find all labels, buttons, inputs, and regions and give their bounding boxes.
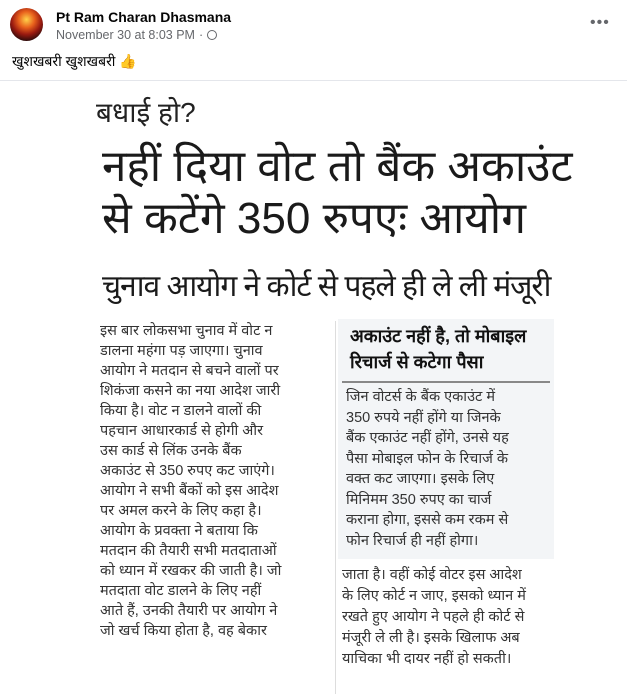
post-timestamp[interactable]: November 30 at 8:03 PM (56, 28, 195, 42)
text-line: रखते हुए आयोग ने पहले ही कोर्ट से (342, 609, 525, 625)
text-line: उस कार्ड से लिंक उनके बैंक (100, 443, 242, 459)
text-line: मतदाता वोट डालने के लिए नहीं (100, 583, 262, 599)
box-heading (342, 319, 550, 383)
more-options-icon[interactable]: ••• (590, 14, 610, 31)
box-heading-line: रिचार्ज से कटेगा पैसा (350, 352, 484, 372)
text-line: इस बार लोकसभा चुनाव में वोट न (100, 323, 273, 339)
text-line: आते हैं, उनकी तैयारी पर आयोग ने (100, 603, 278, 619)
text-line: आयोग ने मतदान से बचने वालों पर (100, 363, 279, 379)
text-line: याचिका भी दायर नहीं हो सकती। (342, 651, 512, 667)
text-line: पैसा मोबाइल फोन के रिचार्ज के (346, 450, 509, 467)
text-line: अकाउंट से 350 रुपए कट जाएंगे। (100, 463, 275, 479)
text-line: जिन वोटर्स के बैंक एकाउंट में (346, 389, 496, 405)
text-line: मंजूरी ले ली है। इसके खिलाफ अब (342, 630, 520, 646)
clipping-subheadline: चुनाव आयोग ने कोर्ट से पहले ही ले ली मंजूरी (102, 270, 551, 303)
left-column-text (100, 321, 332, 641)
right-column-text (342, 565, 554, 670)
text-line: फोन रिचार्ज ही नहीं होगा। (346, 532, 479, 549)
text-line: पर अमल करने के लिए कहा है। (100, 503, 262, 519)
author-name[interactable]: Pt Ram Charan Dhasmana (56, 9, 232, 25)
text-line: 350 रुपये नहीं होंगे या जिनके (346, 409, 501, 426)
clipping-headline (102, 141, 573, 245)
text-line: डालना महंगा पड़ जाएगा। चुनाव (100, 343, 263, 359)
headline-line: नहीं दिया वोट तो बैंक अकाउंट (102, 142, 573, 191)
text-line: शिकंजा कसने का नया आदेश जारी (100, 383, 281, 399)
text-line: जो खर्च किया होता है, वह बेकार (100, 623, 267, 639)
text-line: पहचान आधारकार्ड से होगी और (100, 423, 264, 439)
text-line: किया है। वोट न डालने वालों की (100, 403, 262, 419)
text-line: आयोग ने सभी बैंकों को इस आदेश (100, 483, 279, 499)
author-avatar[interactable] (10, 8, 43, 41)
post-caption: खुशखबरी खुशखबरी 👍 (12, 53, 137, 69)
text-line: मिनिमम 350 रुपए का चार्ज (346, 491, 492, 508)
column-divider (335, 321, 336, 694)
text-line: बैंक एकाउंट नहीं होंगे, उनसे यह (346, 430, 509, 446)
post-meta (56, 28, 217, 42)
globe-icon (207, 30, 217, 40)
headline-line: से कटेंगे 350 रुपएः आयोग (102, 194, 526, 243)
text-line: आयोग के प्रवक्ता ने बताया कि (100, 523, 258, 539)
text-line: जाता है। वहीं कोई वोटर इस आदेश (342, 567, 522, 583)
text-line: कराना होगा, इससे कम रकम से (346, 512, 509, 528)
box-body (338, 383, 554, 555)
box-heading-line: अकाउंट नहीं है, तो मोबाइल (350, 326, 527, 346)
text-line: वक्त कट जाएगा। इसके लिए (346, 471, 495, 487)
sidebar-box (338, 319, 554, 559)
newspaper-clipping-image[interactable] (0, 80, 627, 694)
clipping-kicker: बधाई हो? (96, 97, 196, 128)
text-line: के लिए कोर्ट न जाए, इसको ध्यान में (342, 588, 526, 604)
text-line: मतदान की तैयारी सभी मतदाताओं (100, 543, 277, 559)
text-line: को ध्यान में रखकर की जाती है। जो (100, 563, 282, 579)
meta-separator: · (198, 28, 204, 42)
